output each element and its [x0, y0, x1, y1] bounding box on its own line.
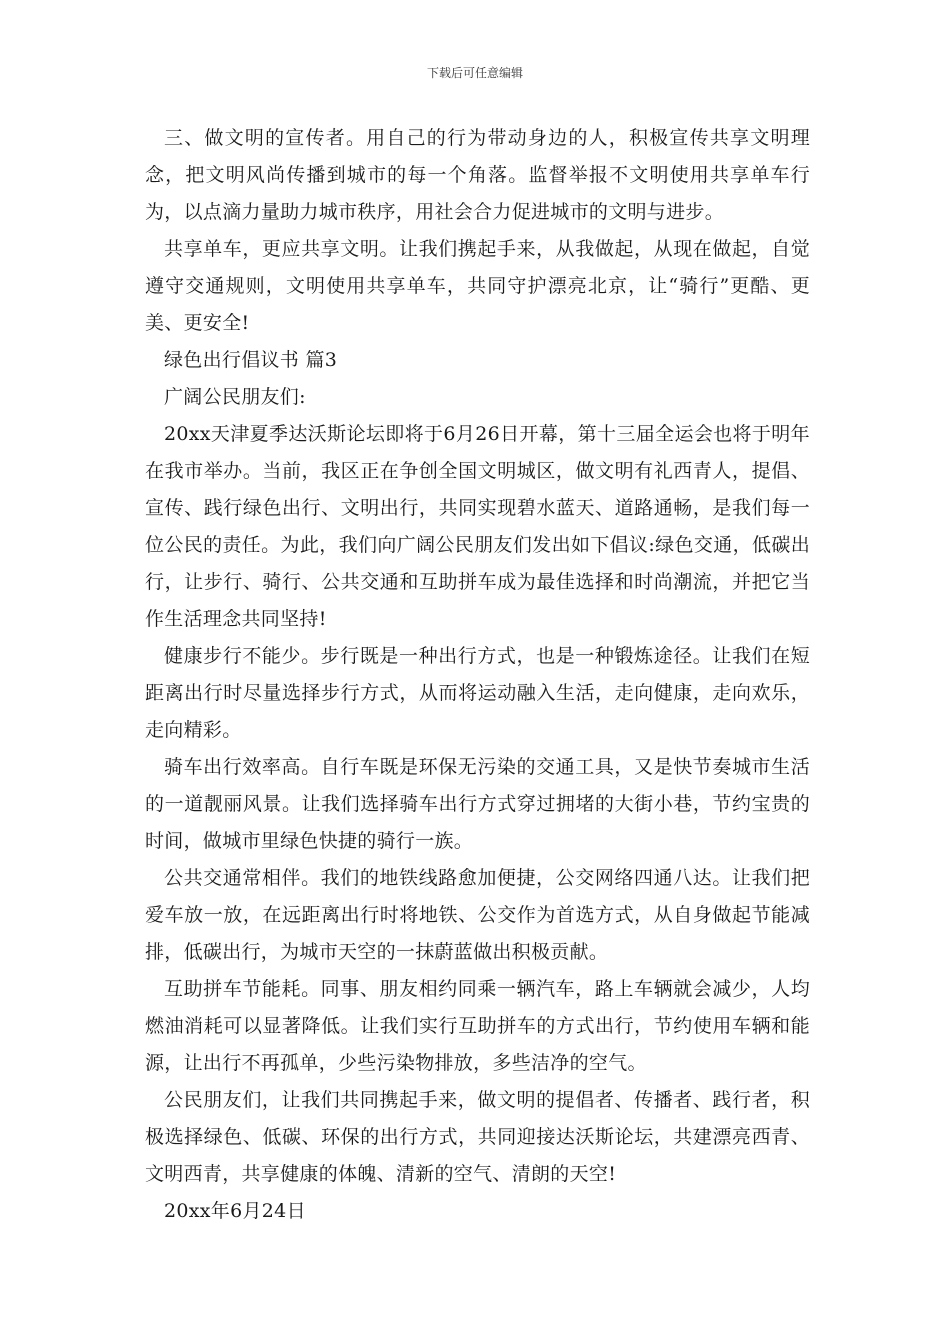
section-title: 绿色出行倡议书 篇3 — [164, 349, 338, 371]
document-body — [145, 120, 810, 1230]
paragraph-carpool: 互助拼车节能耗。同事、朋友相约同乘一辆汽车，路上车辆就会减少，人均燃油消耗可以显著降低。让我们实行互助拼车的方式出行，节约使用车辆和能源，让出行不再孤单，少些污染物排放，多些洁净的空气。 — [145, 978, 810, 1074]
paragraph-public-transit: 公共交通常相伴。我们的地铁线路愈加便捷，公交网络四通八达。让我们把爱车放一放，在远距离出行时将地铁、公交作为首选方式，从自身做起节能减排，低碳出行，为城市天空的一抹蔚蓝做出积极贡献。 — [145, 867, 810, 963]
salutation: 广阔公民朋友们: — [164, 386, 306, 408]
page-header-note: 下载后可任意编辑 — [426, 66, 523, 80]
document-date: 20xx年6月24日 — [164, 1200, 306, 1222]
paragraph-closing: 公民朋友们，让我们共同携起手来，做文明的提倡者、传播者、践行者，积极选择绿色、低碳、环保的出行方式，共同迎接达沃斯论坛，共建漂亮西青、文明西青，共享健康的体魄、清新的空气、清朗的天空! — [145, 1089, 810, 1185]
paragraph-intro: 20xx天津夏季达沃斯论坛即将于6月26日开幕，第十三届全运会也将于明年在我市举办。当前，我区正在争创全国文明城区，做文明有礼西青人，提倡、宣传、践行绿色出行、文明出行，共同实现碧水蓝天、道路通畅，是我们每一位公民的责任。为此，我们向广阔公民朋友们发出如下倡议:绿色交通，低碳出行，让步行、骑行、公共交通和互助拼车成为最佳选择和时尚潮流，并把它当作生活理念共同坚持! — [145, 423, 810, 630]
paragraph-publicity: 三、做文明的宣传者。用自己的行为带动身边的人，积极宣传共享文明理念，把文明风尚传播到城市的每一个角落。监督举报不文明使用共享单车行为，以点滴力量助力城市秩序，用社会合力促进城市的文明与进步。 — [145, 127, 810, 223]
paragraph-share-civility: 共享单车，更应共享文明。让我们携起手来，从我做起，从现在做起，自觉遵守交通规则，文明使用共享单车，共同守护漂亮北京，让“骑行”更酷、更美、更安全! — [145, 238, 810, 334]
paragraph-cycling: 骑车出行效率高。自行车既是环保无污染的交通工具，又是快节奏城市生活的一道靓丽风景。让我们选择骑车出行方式穿过拥堵的大街小巷，节约宝贵的时间，做城市里绿色快捷的骑行一族。 — [145, 756, 810, 852]
paragraph-walking: 健康步行不能少。步行既是一种出行方式，也是一种锻炼途径。让我们在短距离出行时尽量选择步行方式，从而将运动融入生活，走向健康，走向欢乐，走向精彩。 — [145, 645, 810, 741]
